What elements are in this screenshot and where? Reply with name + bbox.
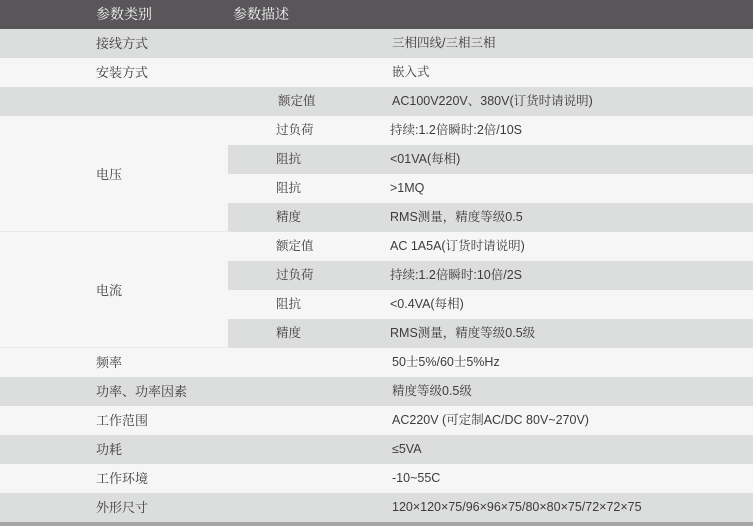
value-cell: >1MQ [390, 181, 425, 195]
table-row [0, 58, 753, 87]
merged-category-label: 电压 [96, 167, 123, 182]
value-cell: -10~55C [392, 471, 441, 485]
table-header-row [0, 0, 753, 29]
category-cell [0, 87, 230, 116]
table-row [0, 261, 753, 290]
table-row [0, 174, 753, 203]
subcategory-cell [230, 58, 392, 87]
subcategory-cell: 过负荷 [276, 268, 314, 282]
category-cell [0, 203, 228, 232]
table-row [0, 290, 753, 319]
table-row [0, 493, 753, 522]
value-cell: 120×120×75/96×96×75/80×80×75/72×72×75 [392, 500, 642, 514]
table-bottom-border [0, 522, 753, 526]
table-row [0, 29, 753, 58]
value-cell: 持续:1.2倍瞬时:2倍/10S [390, 123, 522, 137]
subcategory-cell [230, 29, 392, 58]
subcategory-cell [230, 464, 392, 493]
value-cell: 嵌入式 [392, 65, 430, 79]
header-description-label: 参数描述 [233, 6, 289, 22]
category-cell [0, 232, 228, 261]
value-cell: RMS测量，精度等级0.5级 [390, 326, 536, 340]
table-row [0, 377, 753, 406]
table-row [0, 145, 753, 174]
value-cell: 50士5%/60士5%Hz [392, 355, 500, 369]
category-cell: 工作范围 [96, 413, 149, 428]
table-row [0, 232, 753, 261]
table-body [0, 29, 753, 522]
category-cell [0, 290, 228, 319]
category-cell: 安装方式 [96, 65, 149, 80]
table-row [0, 319, 753, 348]
subcategory-cell: 过负荷 [276, 123, 314, 137]
subcategory-cell [230, 348, 392, 377]
value-cell: <01VA(每相) [390, 152, 461, 166]
category-cell: 工作环境 [96, 471, 149, 486]
table-row [0, 435, 753, 464]
subcategory-cell: 额定值 [276, 239, 314, 253]
value-cell: 精度等级0.5级 [392, 384, 472, 398]
value-cell: ≤5VA [392, 442, 422, 456]
value-cell: AC100V220V、380V(订货时请说明) [392, 94, 593, 108]
subcategory-cell [230, 377, 392, 406]
category-cell [0, 174, 228, 203]
category-cell: 功耗 [96, 442, 123, 457]
subcategory-cell: 精度 [276, 326, 302, 340]
subcategory-cell: 阻抗 [276, 181, 302, 195]
category-cell [0, 145, 228, 174]
subcategory-cell: 额定值 [278, 94, 316, 108]
value-cell: AC 1A5A(订货时请说明) [390, 239, 525, 253]
category-cell: 外形尺寸 [96, 500, 149, 515]
value-cell: 持续:1.2倍瞬时:10倍/2S [390, 268, 522, 282]
table-row [0, 87, 753, 116]
subcategory-cell [230, 493, 392, 522]
table-row [0, 348, 753, 377]
category-cell [0, 261, 228, 290]
category-cell: 频率 [96, 355, 123, 370]
subcategory-cell [230, 435, 392, 464]
table-row [0, 464, 753, 493]
category-cell: 功率、功率因素 [96, 384, 188, 399]
table-row [0, 203, 753, 232]
category-cell [0, 116, 228, 145]
merged-category-label: 电流 [96, 283, 123, 298]
subcategory-cell: 阻抗 [276, 152, 302, 166]
subcategory-cell: 阻抗 [276, 297, 302, 311]
header-category-label: 参数类别 [96, 6, 152, 22]
subcategory-cell: 精度 [276, 210, 302, 224]
value-cell: <0.4VA(每相) [390, 297, 464, 311]
table-row [0, 406, 753, 435]
category-cell: 接线方式 [96, 36, 149, 51]
table-row [0, 116, 753, 145]
value-cell: AC220V (可定制AC/DC 80V~270V) [392, 413, 589, 427]
value-cell: RMS测量，精度等级0.5 [390, 210, 523, 224]
category-cell [0, 319, 228, 348]
subcategory-cell [230, 406, 392, 435]
value-cell: 三相四线/三相三相 [392, 36, 496, 50]
